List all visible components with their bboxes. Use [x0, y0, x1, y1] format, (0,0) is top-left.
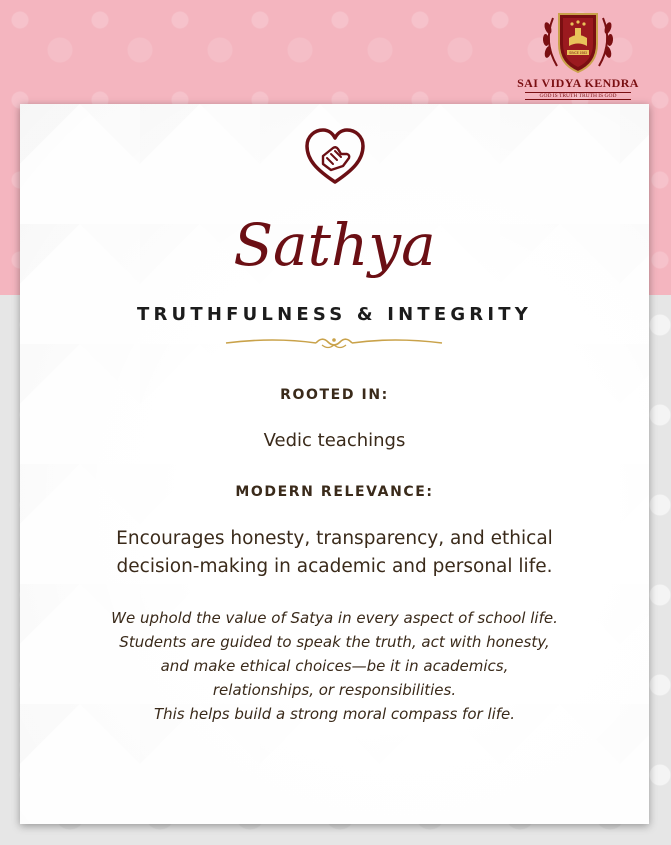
description-line: Students are guided to speak the truth, act with honesty, — [119, 633, 550, 651]
school-logo — [513, 8, 643, 98]
modern-relevance-line: Encourages honesty, transparency, and ethical — [116, 528, 553, 549]
value-subtitle: TRUTHFULNESS & INTEGRITY — [137, 304, 532, 325]
value-description — [20, 606, 649, 726]
description-line: relationships, or responsibilities. — [212, 681, 457, 699]
school-motto: GOD IS TRUTH TRUTH IS GOD — [525, 92, 631, 100]
modern-relevance-label: MODERN RELEVANCE: — [235, 484, 434, 500]
description-line: and make ethical choices—be it in academics, — [160, 657, 509, 675]
value-card — [20, 104, 649, 824]
value-title: Sathya — [233, 211, 436, 279]
rooted-in-text: Vedic teachings — [263, 430, 406, 451]
crest-icon — [539, 8, 617, 76]
school-name: SAI VIDYA KENDRA — [517, 76, 639, 90]
modern-relevance-text — [20, 525, 649, 581]
rooted-in-label: ROOTED IN: — [280, 387, 389, 403]
description-line: We uphold the value of Satya in every aspect of school life. — [111, 609, 558, 627]
modern-relevance-line: decision-making in academic and personal life. — [116, 556, 553, 577]
svg-text:SINCE 1983: SINCE 1983 — [569, 51, 587, 55]
description-line: This helps build a strong moral compass for life. — [153, 705, 516, 723]
heart-hand-icon — [303, 126, 367, 186]
decorative-divider — [224, 334, 444, 352]
